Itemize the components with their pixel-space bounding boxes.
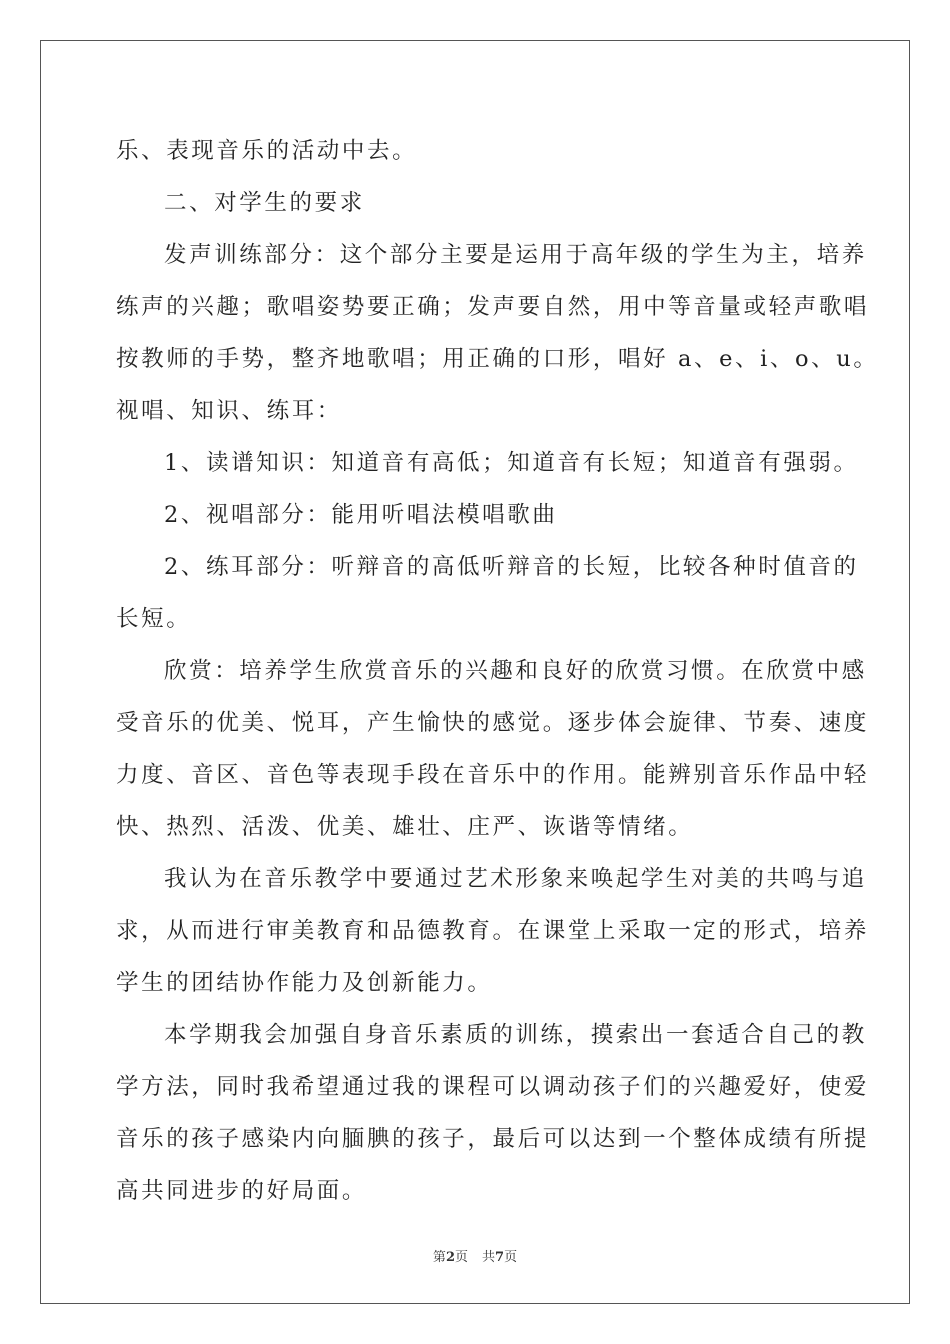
document-body xyxy=(116,125,879,1217)
total-prefix: 共 xyxy=(482,1250,496,1265)
text-line: 音乐的孩子感染内向腼腆的孩子，最后可以达到一个整体成绩有所提 xyxy=(116,1126,870,1152)
text-line: 力度、音区、音色等表现手段在音乐中的作用。能辨别音乐作品中轻 xyxy=(116,762,870,788)
total-pages: 7 xyxy=(495,1250,505,1265)
text-line: 求，从而进行审美教育和品德教育。在课堂上采取一定的形式，培养 xyxy=(116,918,870,944)
text-line: 乐、表现音乐的活动中去。 xyxy=(116,138,418,164)
page-footer xyxy=(0,1246,950,1265)
text-line: 受音乐的优美、悦耳，产生愉快的感觉。逐步体会旋律、节奏、速度 xyxy=(116,710,870,736)
text-line: 按教师的手势，整齐地歌唱；用正确的口形，唱好 a、e、i、o、u。 xyxy=(116,346,879,372)
total-suffix: 页 xyxy=(504,1250,518,1265)
page-suffix: 页 xyxy=(454,1250,468,1265)
text-line: 发声训练部分：这个部分主要是运用于高年级的学生为主，培养 xyxy=(164,242,867,268)
page-prefix: 第 xyxy=(432,1250,446,1265)
text-line: 欣赏：培养学生欣赏音乐的兴趣和良好的欣赏习惯。在欣赏中感 xyxy=(164,658,867,684)
text-line: 视唱、知识、练耳： xyxy=(116,398,342,424)
list-item: 2、视唱部分：能用听唱法模唱歌曲 xyxy=(164,502,558,528)
text-line: 快、热烈、活泼、优美、雄壮、庄严、诙谐等情绪。 xyxy=(116,814,694,840)
text-line: 高共同进步的好局面。 xyxy=(116,1178,368,1204)
text-line: 练声的兴趣；歌唱姿势要正确；发声要自然，用中等音量或轻声歌唱 xyxy=(116,294,870,320)
text-line: 本学期我会加强自身音乐素质的训练，摸索出一套适合自己的教 xyxy=(164,1022,867,1048)
text-line: 长短。 xyxy=(116,606,192,632)
page-number: 2 xyxy=(445,1250,455,1265)
text-line: 学方法，同时我希望通过我的课程可以调动孩子们的兴趣爱好，使爱 xyxy=(116,1074,870,1100)
section-heading: 二、对学生的要求 xyxy=(164,190,365,216)
text-line: 我认为在音乐教学中要通过艺术形象来唤起学生对美的共鸣与追 xyxy=(164,866,867,892)
text-line: 学生的团结协作能力及创新能力。 xyxy=(116,970,493,996)
list-item: 1、读谱知识：知道音有高低；知道音有长短；知道音有强弱。 xyxy=(164,450,859,476)
list-item: 2、练耳部分：听辩音的高低听辩音的长短，比较各种时值音的 xyxy=(164,554,859,580)
